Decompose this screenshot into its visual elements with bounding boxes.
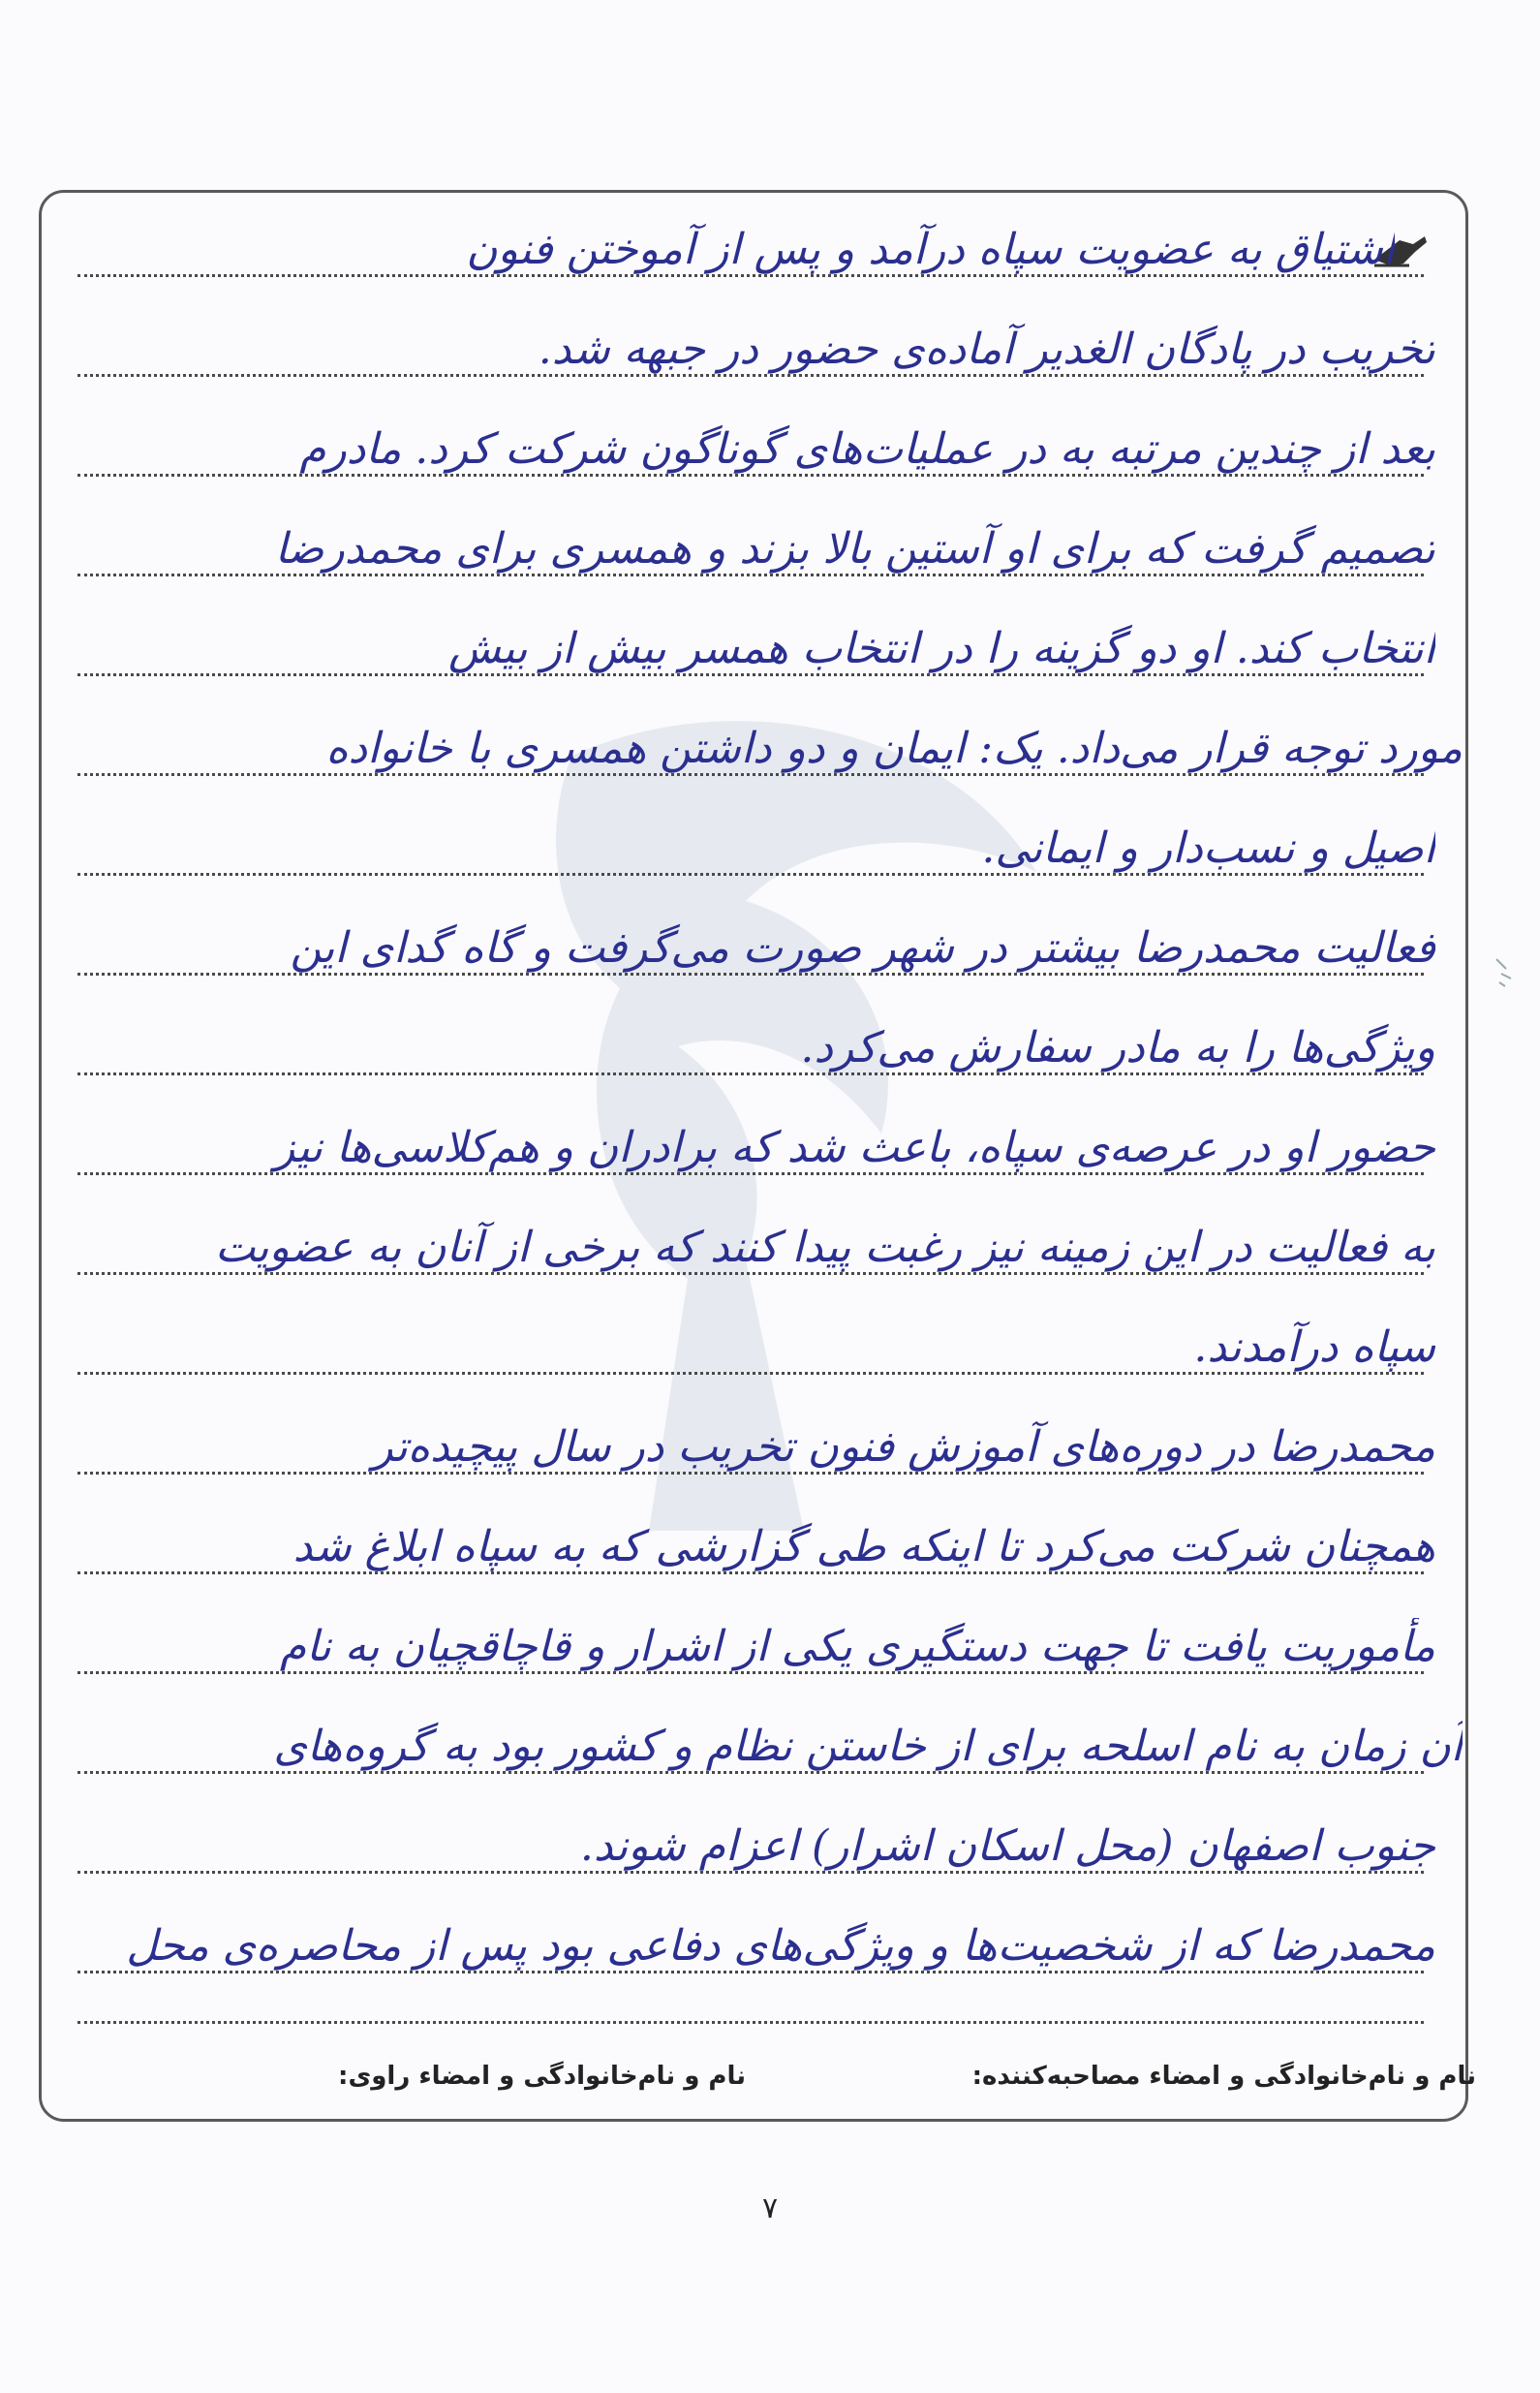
handwritten-line: اصیل و نسب‌دار و ایمانی. (981, 824, 1435, 873)
handwritten-line: حضور او در عرصه‌ی سپاه، باعث شد که برادران و هم‌کلاسی‌ها نیز (274, 1123, 1435, 1172)
handwritten-line: محمدرضا که از شخصیت‌ها و ویژگی‌های دفاعی بود پس از محاصره‌ی محل (126, 1921, 1435, 1971)
handwritten-line: ویژگی‌ها را به مادر سفارش می‌کرد. (800, 1023, 1435, 1072)
handwritten-line: تخریب در پادگان الغدیر آماده‌ی حضور در جبهه شد. (538, 325, 1435, 374)
margin-scribble (1492, 949, 1521, 988)
handwritten-line: محمدرضا در دوره‌های آموزش فنون تخریب در سال پیچیده‌تر (372, 1422, 1435, 1472)
handwritten-line: مأموریت یافت تا جهت دستگیری یکی از اشرار و قاچاقچیان به نام (279, 1622, 1435, 1671)
handwritten-line: آن زمان به نام اسلحه برای از خاستن نظام و کشور بود به گروه‌های (273, 1722, 1463, 1771)
ruled-line (77, 2021, 1424, 2024)
handwritten-line: همچنان شرکت می‌کرد تا اینکه طی گزارشی که به سپاه ابلاغ شد (293, 1522, 1435, 1571)
handwritten-line: تصمیم گرفت که برای او آستین بالا بزند و همسری برای محمدرضا (274, 524, 1435, 574)
page-number: ۷ (761, 2191, 779, 2225)
narrator-signature-label: نام و نام‌خانوادگی و امضاء راوی: (338, 2062, 746, 2091)
handwritten-line: سپاه درآمدند. (1193, 1322, 1435, 1372)
handwritten-line: مورد توجه قرار می‌داد. یک: ایمان و دو داشتن همسری با خانواده (325, 724, 1463, 773)
handwritten-line: به فعالیت در این زمینه نیز رغبت پیدا کنند که برخی از آنان به عضویت (215, 1223, 1435, 1272)
handwritten-line: انتخاب کند. او دو گزینه را در انتخاب همسر بیش از بیش (448, 624, 1435, 673)
interviewer-signature-label: نام و نام‌خانوادگی و امضاء مصاحبه‌کننده: (971, 2062, 1476, 2091)
handwritten-line: اشتیاق به عضویت سپاه درآمد و پس از آموختن فنون (466, 225, 1395, 274)
handwritten-line: جنوب اصفهان (محل اسکان اشرار) اعزام شوند. (579, 1821, 1435, 1871)
handwritten-line: فعالیت محمدرضا بیشتر در شهر صورت می‌گرفت و گاه گدای این (290, 923, 1435, 973)
handwritten-line: بعد از چندین مرتبه به در عملیات‌های گوناگون شرکت کرد. مادرم (299, 424, 1435, 474)
